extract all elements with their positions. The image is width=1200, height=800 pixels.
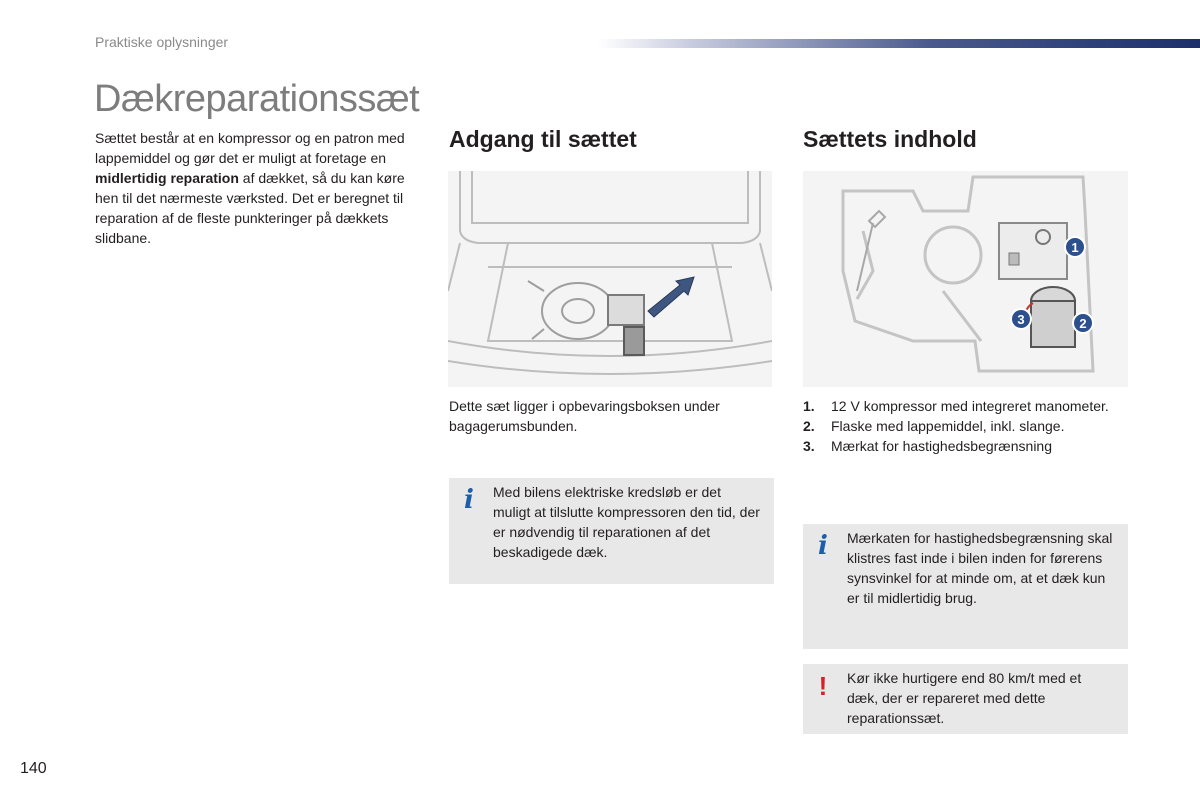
list-item-text: Mærkat for hastighedsbegrænsning xyxy=(831,438,1053,454)
callout-3: 3 xyxy=(1017,312,1025,327)
access-caption: Dette sæt ligger i opbevaringsboksen under bagagerumsbunden. xyxy=(449,398,720,434)
callout-2: 2 xyxy=(1079,316,1087,331)
contents-info-text: Mærkaten for hastighedsbegrænsning skal klistres fast inde i bilen inden for førerens synsvinkel for at minde om, at et dæk kun er til midlertidig brug. xyxy=(847,530,1113,606)
access-heading: Adgang til sættet xyxy=(449,126,637,152)
intro-text-end: af dækket, så du kan køre hen til det nærmeste værksted. Det er beregnet til reparation af de fleste punkteringer på dækkets slidbane. xyxy=(95,170,405,246)
list-item-text: 12 V kompressor med integreret manometer. xyxy=(831,398,1109,414)
contents-info-note xyxy=(803,524,1128,649)
list-item xyxy=(803,436,1123,456)
page-number: 140 xyxy=(20,760,47,777)
kit-drawing xyxy=(803,171,1128,387)
access-info-text: Med bilens elektriske kredsløb er det muligt at tilslutte kompressoren den tid, der er nødvendig til reparationen af det beskadigede dæk. xyxy=(493,484,760,560)
intro-text-start: Sættet består at en kompressor og en patron med lappemiddel og gør det er muligt at foretage en xyxy=(95,130,405,166)
list-item-number: 2. xyxy=(803,418,815,434)
list-item-number: 3. xyxy=(803,438,815,454)
info-icon: i xyxy=(818,531,828,561)
list-item xyxy=(803,416,1123,436)
trunk-drawing xyxy=(448,171,772,387)
callout-1: 1 xyxy=(1071,240,1079,255)
speed-warning-note xyxy=(803,664,1128,734)
list-item-text: Flaske med lappemiddel, inkl. slange. xyxy=(831,418,1065,434)
kit-contents-illustration xyxy=(803,171,1128,387)
trunk-illustration xyxy=(448,171,772,387)
intro-paragraph xyxy=(95,128,425,248)
list-item-number: 1. xyxy=(803,398,815,414)
speed-warning-text: Kør ikke hurtigere end 80 km/t med et dæk, der er repareret med dette reparationssæt. xyxy=(847,670,1082,726)
page-title: Dækreparationssæt xyxy=(94,78,420,120)
warning-icon: ! xyxy=(818,671,828,701)
header-gradient-bar xyxy=(598,39,1200,48)
contents-heading: Sættets indhold xyxy=(803,126,977,152)
access-info-note xyxy=(449,478,774,584)
intro-bold-text: midlertidig reparation xyxy=(95,170,239,186)
list-item xyxy=(803,396,1123,416)
info-icon: i xyxy=(464,485,474,515)
parts-list xyxy=(803,396,1123,456)
section-label: Praktiske oplysninger xyxy=(95,34,229,50)
